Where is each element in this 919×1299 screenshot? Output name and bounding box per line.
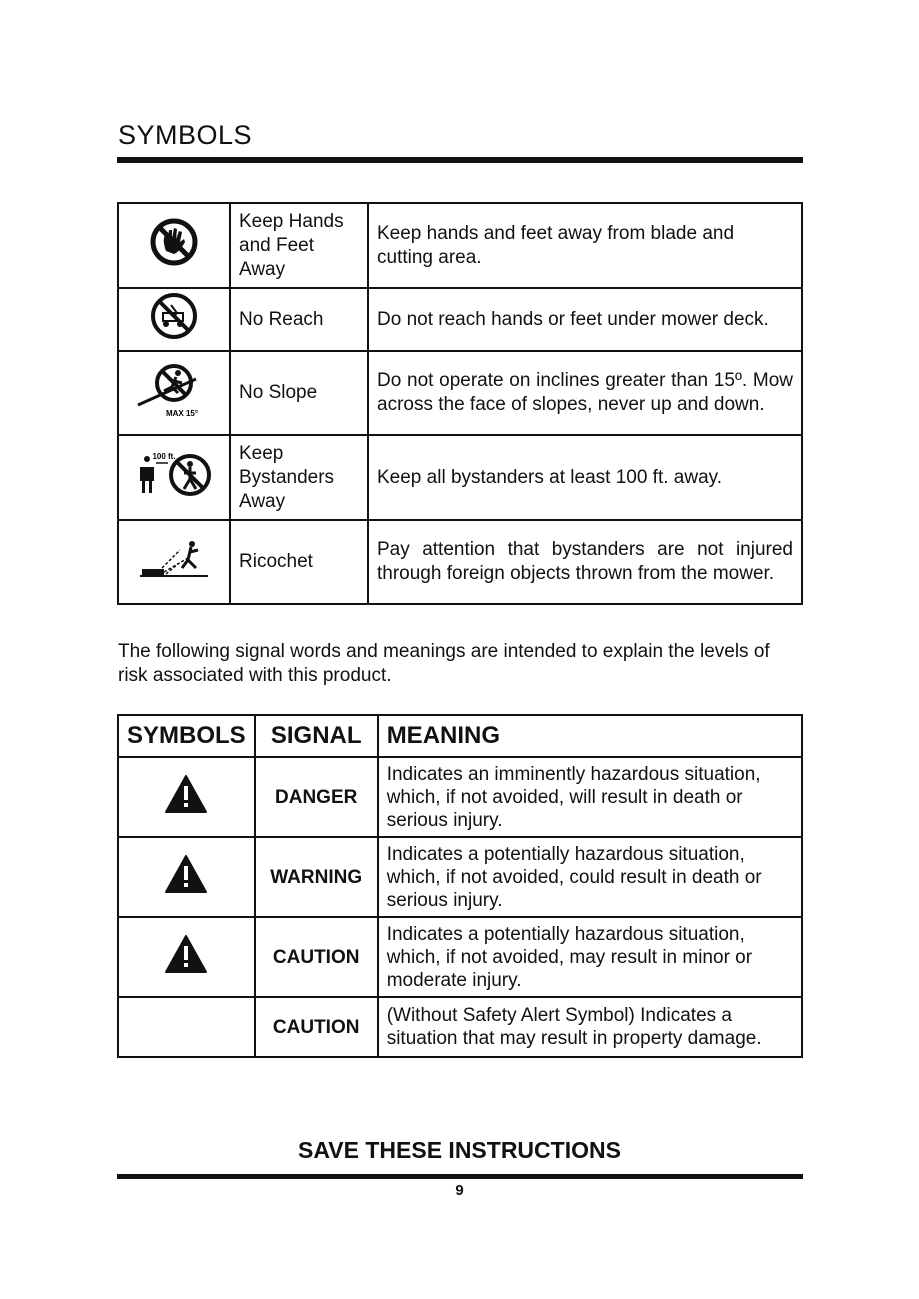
signal-meaning: Indicates a potentially hazardous situation, which, if not avoided, could result in death or serious injury.	[378, 837, 802, 917]
page-title: SYMBOLS	[118, 120, 253, 150]
table-row	[118, 520, 802, 604]
ricochet-icon	[134, 534, 214, 584]
title-rule	[117, 157, 803, 163]
symbol-desc: Do not reach hands or feet under mower deck.	[368, 288, 802, 351]
signal-word: WARNING	[255, 837, 378, 917]
symbol-name: Keep Hands and Feet Away	[230, 203, 368, 288]
no-reach-icon	[149, 291, 199, 341]
page-number: 9	[455, 1182, 464, 1199]
alert-triangle-icon	[164, 854, 208, 894]
alert-triangle-icon	[164, 934, 208, 974]
table-row	[118, 351, 802, 435]
signal-meaning: Indicates a potentially hazardous situation, which, if not avoided, may result in minor or moderate injury.	[378, 917, 802, 997]
table-row	[118, 203, 802, 288]
header-meaning: MEANING	[378, 715, 802, 757]
signal-table	[117, 714, 803, 1058]
alert-triangle-icon	[164, 774, 208, 814]
table-row	[118, 837, 802, 917]
table-row	[118, 917, 802, 997]
signal-word: CAUTION	[255, 917, 378, 997]
save-instructions-heading: SAVE THESE INSTRUCTIONS	[298, 1137, 621, 1163]
header-signal: SIGNAL	[255, 715, 378, 757]
symbol-desc: Keep all bystanders at least 100 ft. away.	[368, 435, 802, 520]
slope-max-label: MAX 15°	[165, 408, 199, 418]
symbol-desc: Pay attention that bystanders are not injured through foreign objects thrown from the mower.	[368, 520, 802, 604]
symbol-name: No Reach	[230, 288, 368, 351]
distance-label: 100 ft.	[152, 452, 176, 461]
table-row	[118, 997, 802, 1057]
header-symbols: SYMBOLS	[118, 715, 255, 757]
symbol-name: Ricochet	[230, 520, 368, 604]
footer-rule	[117, 1174, 803, 1179]
table-row	[118, 435, 802, 520]
table-row	[118, 757, 802, 837]
signal-meaning: Indicates an imminently hazardous situation, which, if not avoided, will result in death or serious injury.	[378, 757, 802, 837]
table-row	[118, 288, 802, 351]
intro-paragraph: The following signal words and meanings are intended to explain the levels of risk associated with this product.	[118, 641, 770, 686]
no-hand-icon	[149, 217, 199, 267]
symbol-desc: Keep hands and feet away from blade and cutting area.	[368, 203, 802, 288]
symbols-table	[117, 202, 803, 605]
symbol-desc: Do not operate on inclines greater than 15º. Mow across the face of slopes, never up and down.	[368, 351, 802, 435]
symbol-name: No Slope	[230, 351, 368, 435]
symbol-name: Keep Bystanders Away	[230, 435, 368, 520]
signal-meaning: (Without Safety Alert Symbol) Indicates a situation that may result in property damage.	[378, 997, 802, 1057]
table-header-row	[118, 715, 802, 757]
no-slope-icon	[134, 361, 214, 419]
empty-symbol-cell	[118, 997, 255, 1057]
signal-word: CAUTION	[255, 997, 378, 1057]
signal-word: DANGER	[255, 757, 378, 837]
keep-bystanders-icon	[134, 449, 214, 499]
